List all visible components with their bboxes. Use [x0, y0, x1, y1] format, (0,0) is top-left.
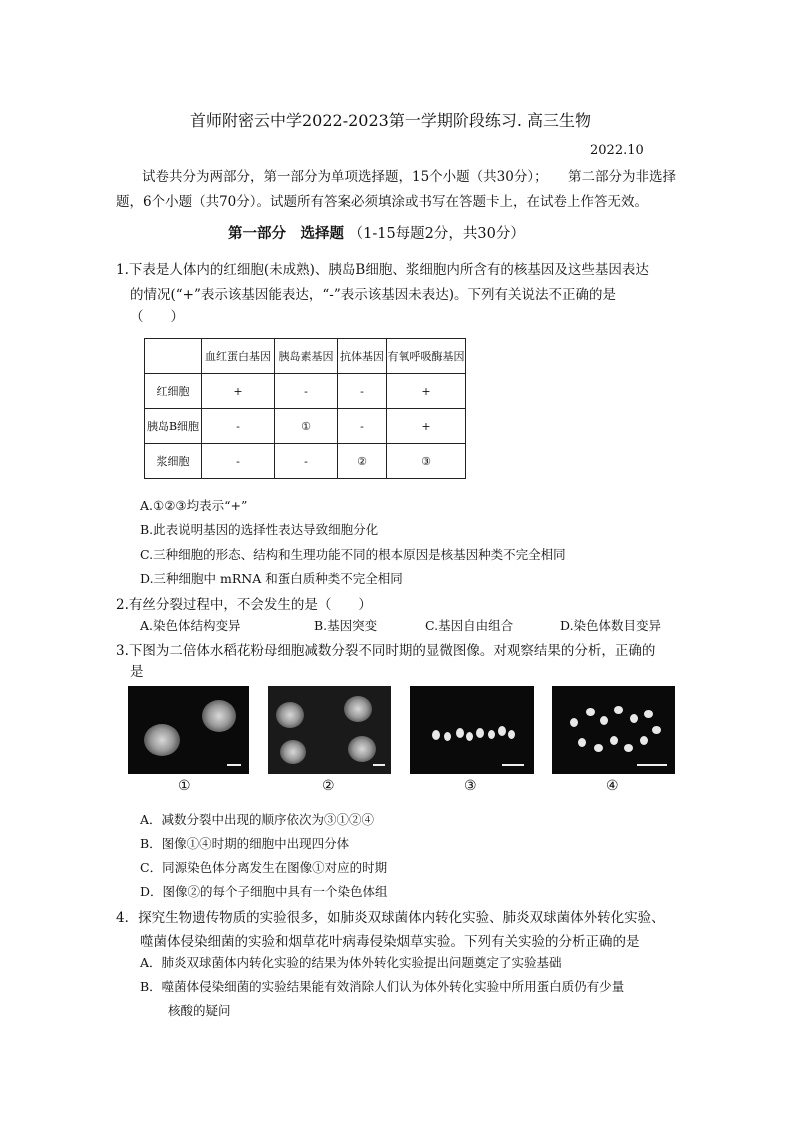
chromosome-blob [652, 726, 661, 734]
chromosome-blob [600, 716, 608, 725]
micrograph-3 [410, 686, 534, 774]
q1-option-a[interactable]: A.①②③均表示“+” [140, 498, 248, 513]
chromosome-blob [456, 728, 464, 738]
section-note: （1-15每题2分，共30分） [348, 226, 525, 242]
chromosome-blob [444, 732, 451, 741]
q1-option-d[interactable]: D.三种细胞中 mRNA 和蛋白质种类不完全相同 [140, 571, 403, 586]
q4-option-b-continued: 核酸的疑问 [168, 1003, 231, 1018]
table-cell: ① [275, 409, 338, 444]
q4-option-b[interactable]: B．噬菌体侵染细菌的实验结果能有效消除人们认为体外转化实验中所用蛋白质仍有少量 [140, 979, 625, 994]
nucleus-blob [344, 696, 372, 722]
chromosome-blob [476, 728, 484, 738]
q3-stem-line-2: 是 [130, 664, 144, 680]
table-header-cell [145, 339, 202, 374]
chromosome-blob [488, 730, 495, 739]
q4-stem-line-2: 噬菌体侵染细菌的实验和烟草花叶病毒侵染烟草实验。下列有关实验的分析正确的是 [140, 934, 640, 950]
table-header-cell: 血红蛋白基因 [202, 339, 275, 374]
q2-option-b[interactable]: B.基因突变 [314, 618, 378, 633]
table-cell: 红细胞 [145, 374, 202, 409]
micrograph-2 [268, 686, 391, 774]
table-cell: ② [338, 444, 387, 479]
micrograph-caption-3: ③ [464, 778, 477, 794]
table-cell: - [338, 374, 387, 409]
table-cell: + [387, 409, 466, 444]
chromosome-blob [610, 736, 618, 745]
q3-option-c[interactable]: C．同源染色体分离发生在图像①对应的时期 [140, 860, 388, 875]
q3-option-b[interactable]: B．图像①④时期的细胞中出现四分体 [140, 836, 350, 851]
q3-option-a[interactable]: A．减数分裂中出现的顺序依次为③①②④ [140, 812, 375, 827]
q2-option-a[interactable]: A.染色体结构变异 [140, 618, 241, 633]
micrograph-1 [128, 686, 249, 774]
micrograph-caption-4: ④ [606, 778, 619, 794]
intro-line-2: 题，6个小题（共70分）。试题所有答案必须填涂或书写在答题卡上，在试卷上作答无效。 [116, 194, 649, 210]
q1-stem-line-1: 1.下表是人体内的红细胞(未成熟)、胰岛B细胞、浆细胞内所含有的核基因及这些基因表达 [116, 262, 649, 278]
chromosome-blob [498, 726, 506, 736]
table-cell: + [202, 374, 275, 409]
nucleus-blob [144, 724, 180, 756]
nucleus-blob [348, 736, 376, 762]
q1-option-b[interactable]: B.此表说明基因的选择性表达导致细胞分化 [140, 522, 379, 537]
scale-bar [502, 764, 524, 766]
scale-bar [373, 764, 385, 766]
q3-stem-line-1: 3.下图为二倍体水稻花粉母细胞减数分裂不同时期的显微图像。对观察结果的分析，正确的 [116, 643, 656, 659]
micrograph-4 [552, 686, 675, 774]
exam-date: 2022.10 [590, 143, 644, 158]
micrograph-caption-1: ① [178, 778, 191, 794]
q1-answer-blank: （ ） [130, 309, 184, 325]
chromosome-blob [570, 718, 578, 727]
table-header-cell: 胰岛素基因 [275, 339, 338, 374]
section-title: 第一部分 选择题 [228, 225, 344, 242]
gene-expression-table [144, 338, 466, 479]
table-cell: - [202, 409, 275, 444]
intro-line-1: 试卷共分为两部分，第一部分为单项选择题，15个小题（共30分）； [142, 169, 548, 185]
table-cell: - [275, 374, 338, 409]
chromosome-blob [594, 744, 603, 752]
q1-stem-line-2: 的情况(“+”表示该基因能表达，“-”表示该基因未表达)。下列有关说法不正确的是 [130, 287, 617, 303]
chromosome-blob [614, 706, 623, 714]
q3-option-d[interactable]: D．图像②的每个子细胞中具有一个染色体组 [140, 884, 388, 899]
chromosome-blob [466, 732, 473, 741]
table-cell: - [202, 444, 275, 479]
q1-option-c[interactable]: C.三种细胞的形态、结构和生理功能不同的根本原因是核基因种类不完全相同 [140, 547, 566, 562]
chromosome-blob [624, 744, 633, 752]
chromosome-blob [508, 730, 515, 739]
page-title: 首师附密云中学2022-2023第一学期阶段练习. 高三生物 [190, 111, 592, 130]
scale-bar [637, 764, 667, 766]
q2-option-d[interactable]: D.染色体数目变异 [560, 618, 662, 633]
table-header-cell: 抗体基因 [338, 339, 387, 374]
table-cell: + [387, 374, 466, 409]
nucleus-blob [276, 702, 304, 728]
table-cell: ③ [387, 444, 466, 479]
chromosome-blob [432, 730, 440, 740]
table-cell: - [338, 409, 387, 444]
table-row [145, 374, 466, 409]
q2-stem: 2.有丝分裂过程中，不会发生的是（ ） [116, 597, 372, 613]
intro-line-1-tail: 第二部分为非选择 [568, 169, 676, 185]
table-cell: 胰岛B细胞 [145, 409, 202, 444]
table-cell: - [275, 444, 338, 479]
table-row [145, 409, 466, 444]
table-cell: 浆细胞 [145, 444, 202, 479]
table-row [145, 444, 466, 479]
q4-option-a[interactable]: A．肺炎双球菌体内转化实验的结果为体外转化实验提出问题奠定了实验基础 [140, 955, 562, 970]
q4-stem-line-1: 4．探究生物遗传物质的实验很多，如肺炎双球菌体内转化实验、肺炎双球菌体外转化实验、 [116, 910, 665, 926]
chromosome-blob [586, 708, 595, 716]
chromosome-blob [644, 710, 653, 718]
nucleus-blob [202, 700, 236, 732]
chromosome-blob [640, 736, 648, 745]
chromosome-blob [578, 738, 586, 747]
scale-bar [227, 764, 241, 766]
nucleus-blob [280, 740, 306, 764]
table-header-row [145, 339, 466, 374]
q2-option-c[interactable]: C.基因自由组合 [425, 618, 514, 633]
micrograph-caption-2: ② [322, 778, 335, 794]
section-heading [228, 222, 525, 243]
chromosome-blob [630, 714, 638, 723]
table-header-cell: 有氧呼吸酶基因 [387, 339, 466, 374]
